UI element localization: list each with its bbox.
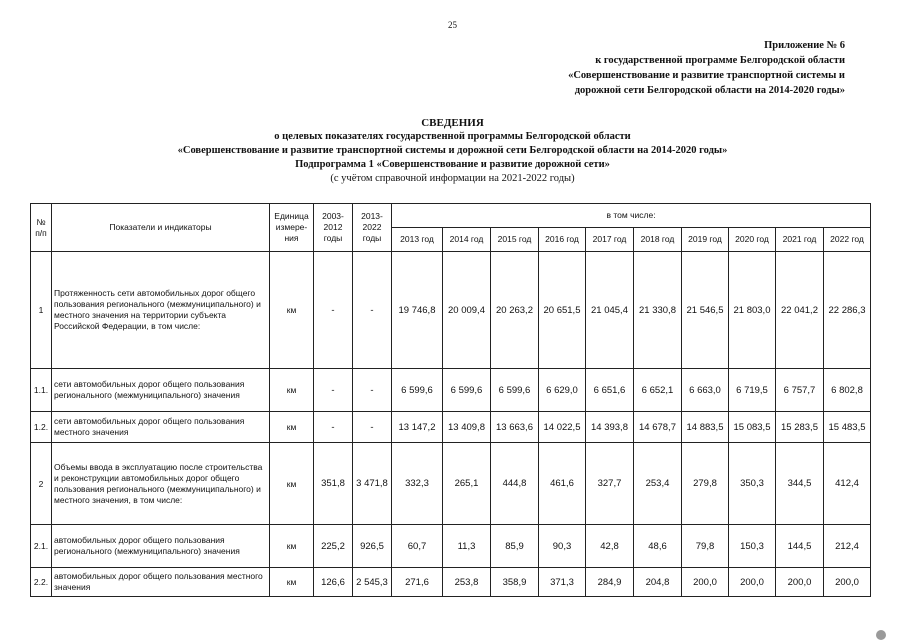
value-cell: 22 041,2	[776, 252, 824, 369]
period-cell: 225,2	[314, 525, 353, 568]
value-cell: 6 757,7	[776, 369, 824, 412]
value-cell: 371,3	[539, 568, 586, 597]
scan-mark	[876, 630, 886, 640]
value-cell: 14 678,7	[634, 412, 682, 443]
header-year: 2017 год	[586, 228, 634, 252]
value-cell: 200,0	[682, 568, 729, 597]
indicator-name: автомобильных дорог общего пользования регионального (межмуниципального) значения	[52, 525, 270, 568]
value-cell: 344,5	[776, 443, 824, 525]
period-cell: -	[314, 412, 353, 443]
value-cell: 327,7	[586, 443, 634, 525]
value-cell: 19 746,8	[392, 252, 443, 369]
value-cell: 200,0	[824, 568, 871, 597]
value-cell: 21 045,4	[586, 252, 634, 369]
indicator-name: автомобильных дорог общего пользования местного значения	[52, 568, 270, 597]
document-title: СВЕДЕНИЯ	[421, 117, 484, 129]
header-year: 2013 год	[392, 228, 443, 252]
value-cell: 13 147,2	[392, 412, 443, 443]
heading-line: о целевых показателях государственной программы Белгородской области	[274, 131, 631, 142]
value-cell: 6 599,6	[392, 369, 443, 412]
value-cell: 42,8	[586, 525, 634, 568]
period-cell: -	[353, 252, 392, 369]
header-year: 2020 год	[729, 228, 776, 252]
value-cell: 253,4	[634, 443, 682, 525]
value-cell: 6 599,6	[491, 369, 539, 412]
value-cell: 15 083,5	[729, 412, 776, 443]
appendix-title: Приложение № 6	[764, 40, 845, 51]
value-cell: 22 286,3	[824, 252, 871, 369]
value-cell: 21 803,0	[729, 252, 776, 369]
page-number: 25	[448, 20, 457, 30]
period-cell: -	[314, 252, 353, 369]
header-period-2013-2022: 2013-2022 годы	[353, 204, 392, 252]
value-cell: 284,9	[586, 568, 634, 597]
header-unit: Единица измере-ния	[270, 204, 314, 252]
value-cell: 79,8	[682, 525, 729, 568]
value-cell: 20 651,5	[539, 252, 586, 369]
appendix-line: «Совершенствование и развитие транспортной системы и	[568, 70, 845, 81]
table-row	[31, 252, 871, 369]
value-cell: 279,8	[682, 443, 729, 525]
table-row	[31, 412, 871, 443]
indicator-name: Протяженность сети автомобильных дорог общего пользования регионального (межмуниципального) и местного значения на территории субъекта Российской Федерации, в том числе:	[52, 252, 270, 369]
value-cell: 14 393,8	[586, 412, 634, 443]
appendix-line: к государственной программе Белгородской области	[595, 55, 845, 66]
header-year: 2022 год	[824, 228, 871, 252]
table-row	[31, 525, 871, 568]
row-number: 2.1.	[31, 525, 52, 568]
row-number: 2.2.	[31, 568, 52, 597]
appendix-header	[568, 38, 845, 98]
indicator-name: сети автомобильных дорог общего пользования регионального (межмуниципального) значения	[52, 369, 270, 412]
value-cell: 358,9	[491, 568, 539, 597]
row-number: 2	[31, 443, 52, 525]
value-cell: 444,8	[491, 443, 539, 525]
value-cell: 6 599,6	[443, 369, 491, 412]
value-cell: 6 719,5	[729, 369, 776, 412]
subprogram-title: Подпрограмма 1 «Совершенствование и развитие дорожной сети»	[295, 159, 610, 170]
value-cell: 350,3	[729, 443, 776, 525]
value-cell: 332,3	[392, 443, 443, 525]
value-cell: 21 330,8	[634, 252, 682, 369]
value-cell: 48,6	[634, 525, 682, 568]
period-cell: 126,6	[314, 568, 353, 597]
value-cell: 212,4	[824, 525, 871, 568]
heading-note: (с учётом справочной информации на 2021-2022 годы)	[330, 173, 575, 184]
appendix-line: дорожной сети Белгородской области на 2014-2020 годы»	[574, 85, 845, 96]
unit-cell: км	[270, 412, 314, 443]
header-num: № п/п	[31, 204, 52, 252]
value-cell: 20 263,2	[491, 252, 539, 369]
header-group: в том числе:	[392, 204, 871, 228]
period-cell: 926,5	[353, 525, 392, 568]
value-cell: 253,8	[443, 568, 491, 597]
value-cell: 412,4	[824, 443, 871, 525]
value-cell: 144,5	[776, 525, 824, 568]
value-cell: 15 283,5	[776, 412, 824, 443]
value-cell: 265,1	[443, 443, 491, 525]
value-cell: 13 663,6	[491, 412, 539, 443]
value-cell: 11,3	[443, 525, 491, 568]
value-cell: 461,6	[539, 443, 586, 525]
unit-cell: км	[270, 369, 314, 412]
value-cell: 6 652,1	[634, 369, 682, 412]
header-year: 2018 год	[634, 228, 682, 252]
value-cell: 200,0	[776, 568, 824, 597]
value-cell: 21 546,5	[682, 252, 729, 369]
header-year: 2019 год	[682, 228, 729, 252]
value-cell: 85,9	[491, 525, 539, 568]
value-cell: 200,0	[729, 568, 776, 597]
value-cell: 13 409,8	[443, 412, 491, 443]
period-cell: 2 545,3	[353, 568, 392, 597]
period-cell: -	[314, 369, 353, 412]
heading-line: «Совершенствование и развитие транспортной системы и дорожной сети Белгородской области на 2014-2020 годы»	[177, 145, 728, 156]
indicator-name: сети автомобильных дорог общего пользования местного значения	[52, 412, 270, 443]
indicator-name: Объемы ввода в эксплуатацию после строительства и реконструкции автомобильных дорог общего пользования регионального (межмуниципального) и местного значения, в том числе:	[52, 443, 270, 525]
header-name: Показатели и индикаторы	[52, 204, 270, 252]
value-cell: 6 629,0	[539, 369, 586, 412]
header-year: 2021 год	[776, 228, 824, 252]
period-cell: -	[353, 412, 392, 443]
unit-cell: км	[270, 443, 314, 525]
value-cell: 15 483,5	[824, 412, 871, 443]
header-year: 2016 год	[539, 228, 586, 252]
value-cell: 6 663,0	[682, 369, 729, 412]
value-cell: 90,3	[539, 525, 586, 568]
period-cell: 3 471,8	[353, 443, 392, 525]
table-row	[31, 443, 871, 525]
value-cell: 204,8	[634, 568, 682, 597]
header-year: 2015 год	[491, 228, 539, 252]
value-cell: 20 009,4	[443, 252, 491, 369]
unit-cell: км	[270, 252, 314, 369]
row-number: 1.1.	[31, 369, 52, 412]
value-cell: 6 802,8	[824, 369, 871, 412]
period-cell: -	[353, 369, 392, 412]
value-cell: 14 883,5	[682, 412, 729, 443]
value-cell: 271,6	[392, 568, 443, 597]
value-cell: 150,3	[729, 525, 776, 568]
value-cell: 60,7	[392, 525, 443, 568]
header-period-2003-2012: 2003-2012 годы	[314, 204, 353, 252]
row-number: 1.2.	[31, 412, 52, 443]
period-cell: 351,8	[314, 443, 353, 525]
table-row	[31, 568, 871, 597]
unit-cell: км	[270, 525, 314, 568]
header-year: 2014 год	[443, 228, 491, 252]
table-row	[31, 369, 871, 412]
indicators-table	[30, 203, 871, 597]
value-cell: 6 651,6	[586, 369, 634, 412]
value-cell: 14 022,5	[539, 412, 586, 443]
unit-cell: км	[270, 568, 314, 597]
document-heading	[0, 116, 905, 186]
row-number: 1	[31, 252, 52, 369]
